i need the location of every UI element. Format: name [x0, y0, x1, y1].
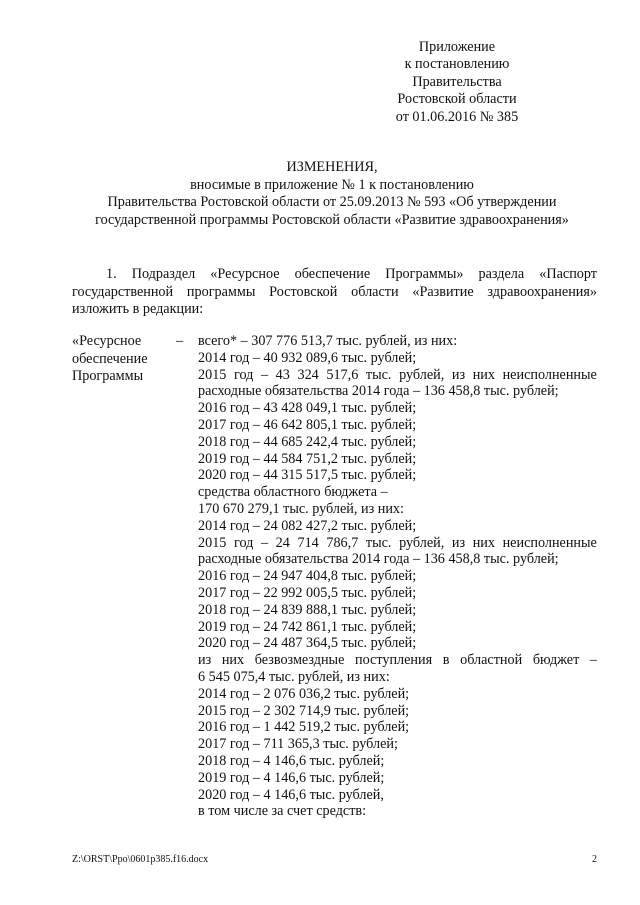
title-line: вносимые в приложение № 1 к постановлению: [190, 176, 474, 193]
resource-line: 2020 год – 44 315 517,5 тыс. рублей;: [198, 467, 417, 484]
resource-word: год: [233, 366, 254, 383]
resource-word: неисполненные: [502, 534, 597, 551]
resource-word: 786,7: [326, 534, 359, 551]
resource-line: 2019 год – 4 146,6 тыс. рублей;: [198, 769, 385, 786]
resource-word: поступления: [355, 652, 433, 669]
intro-text: 1. Подраздел «Ресурсное обеспечение Программы» раздела «Паспорт государственной программы Ростовской области «Развитие здравоохранения» изложить в редакции:: [72, 266, 597, 318]
document-title: [60, 159, 604, 229]
appendix-line: Ростовской области: [397, 91, 517, 108]
appendix-line: Правительства: [412, 73, 502, 90]
resource-line: 2016 год – 1 442 519,2 тыс. рублей;: [198, 719, 410, 736]
resource-word: 2015: [198, 534, 227, 551]
title-line: Правительства Ростовской области от 25.09.2013 № 593 «Об утверждении: [107, 194, 557, 211]
resource-word: –: [260, 366, 269, 383]
resource-line: 170 670 279,1 тыс. рублей, из них:: [198, 500, 404, 517]
resource-line: [198, 367, 597, 384]
resource-line: 2018 год – 44 685 242,4 тыс. рублей;: [198, 433, 417, 450]
resource-line: 2014 год – 40 932 089,6 тыс. рублей;: [198, 349, 417, 366]
appendix-line: Приложение: [418, 39, 496, 55]
resource-word: 517,6: [326, 366, 359, 383]
resource-line: 2019 год – 44 584 751,2 тыс. рублей;: [198, 450, 417, 467]
label-dash: –: [176, 333, 184, 349]
resource-word: год: [233, 534, 254, 551]
resource-word: областной: [460, 652, 523, 669]
resource-word: них: [472, 366, 495, 383]
resource-label-line: Программы: [72, 368, 144, 385]
resource-word: тыс.: [365, 366, 392, 383]
footer-file-path: Z:\ORST\Ppo\0601p385.f16.docx: [72, 854, 209, 865]
resource-label-line: обеспечение: [72, 350, 148, 367]
resource-word: 43: [275, 366, 290, 383]
resource-line: 2020 год – 24 487 364,5 тыс. рублей;: [198, 635, 417, 652]
resource-word: 24: [275, 534, 290, 551]
resource-word: 714: [297, 534, 319, 551]
resource-word: –: [260, 534, 269, 551]
resource-line: 2018 год – 24 839 888,1 тыс. рублей;: [198, 601, 417, 618]
resource-word: из: [451, 366, 466, 383]
resource-line: 2017 год – 46 642 805,1 тыс. рублей;: [198, 416, 417, 433]
resource-word: из: [451, 534, 466, 551]
resource-line: 2016 год – 24 947 404,8 тыс. рублей;: [198, 568, 417, 585]
resource-line: всего* – 307 776 513,7 тыс. рублей, из них:: [198, 333, 458, 349]
resource-line: 2017 год – 711 365,3 тыс. рублей;: [198, 736, 398, 753]
resource-line: 2015 год – 2 302 714,9 тыс. рублей;: [198, 702, 410, 719]
resource-line: 2014 год – 2 076 036,2 тыс. рублей;: [198, 685, 410, 702]
resource-word: безвозмездные: [254, 652, 345, 669]
resource-word: бюджет: [532, 652, 580, 669]
resource-word: неисполненные: [502, 366, 597, 383]
title-line: ИЗМЕНЕНИЯ,: [286, 159, 378, 175]
resource-word: 324: [297, 366, 319, 383]
resource-line: 2020 год – 4 146,6 тыс. рублей,: [198, 786, 384, 803]
appendix-line: к постановлению: [404, 56, 510, 73]
resource-line: 2014 год – 24 082 427,2 тыс. рублей;: [198, 517, 417, 534]
resource-line: 2016 год – 43 428 049,1 тыс. рублей;: [198, 400, 417, 417]
resource-line: 6 545 075,4 тыс. рублей, из них:: [198, 668, 390, 685]
resource-line: 2018 год – 4 146,6 тыс. рублей;: [198, 752, 385, 769]
resource-word: них: [472, 534, 495, 551]
resource-word: них: [221, 652, 245, 669]
resource-line: расходные обязательства 2014 года – 136 458,8 тыс. рублей;: [198, 551, 559, 568]
intro-paragraph: [72, 266, 597, 319]
resource-word: 2015: [198, 366, 227, 383]
resource-line: [198, 652, 597, 669]
resource-line: 2019 год – 24 742 861,1 тыс. рублей;: [198, 618, 417, 635]
resource-values: [198, 333, 597, 820]
resource-label: [72, 333, 187, 386]
resource-line: расходные обязательства 2014 года – 136 458,8 тыс. рублей;: [198, 383, 559, 400]
resource-word: в: [442, 652, 450, 669]
resource-word: рублей,: [399, 534, 445, 551]
resource-label-line: «Ресурсное: [72, 333, 142, 349]
resource-line: средства областного бюджета –: [198, 484, 388, 501]
resource-word: –: [589, 652, 597, 669]
appendix-line: от 01.06.2016 № 385: [395, 108, 519, 125]
resource-word: тыс.: [365, 534, 392, 551]
page-number: 2: [592, 854, 597, 865]
resource-word: рублей,: [399, 366, 445, 383]
appendix-header: [357, 39, 557, 126]
resource-line: [198, 535, 597, 552]
resource-line: в том числе за счет средств:: [198, 803, 367, 820]
title-line: государственной программы Ростовской области «Развитие здравоохранения»: [95, 211, 569, 228]
resource-word: из: [198, 652, 212, 669]
resource-line: 2017 год – 22 992 005,5 тыс. рублей;: [198, 584, 417, 601]
